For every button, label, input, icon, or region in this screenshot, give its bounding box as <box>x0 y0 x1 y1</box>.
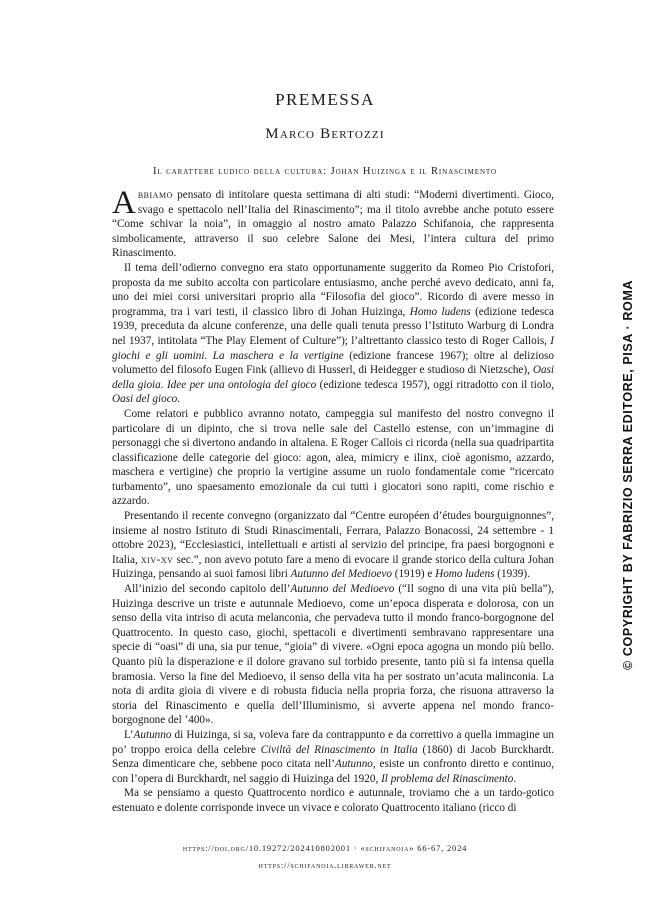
copyright-notice: © COPYRIGHT BY FABRIZIO SERRA EDITORE, PISA · ROMA <box>621 280 635 670</box>
paragraph-1: Abbiamo pensato di intitolare questa settimana di alti studi: “Moderni divertimenti. Gioco, svago e spettacolo nell’Italia del Rinascimento”; ma il titolo avrebbe anche potuto essere “Come schivar la noia”, in omaggio al nostro amato Palazzo Schifanoia, che rappresenta simbolicamente, attraverso il suo celebre Salone dei Mesi, l’intera cultura del primo Rinascimento. <box>112 185 554 260</box>
page-title: PREMESSA <box>275 90 375 109</box>
paragraph-2: Il tema dell’odierno convegno era stato opportunamente suggerito da Romeo Pio Cristofori, proposta da me subito accolta con particolare entusiasmo, anche perché avevo dedicato, anni fa, uno dei miei corsi universitari proprio alla “Filosofia del gioco”. Ricordo di avere messo in programma, tra i vari testi, il classico libro di Johan Huizinga, Homo ludens (edizione tedesca 1939, preceduta da alcune conferenze, una delle quali tenuta presso l’Istituto Warburg di Londra nel 1937, intitolata “The Play Element of Culture”); l’altrettanto classico testo di Roger Callois, I giochi e gli uomini. La maschera e la vertigine (edizione francese 1967); oltre al delizioso volumetto del filosofo Eugen Fink (allievo di Husserl, di Heidegger e studioso di Nietzsche), Oasi della gioia. Idee per una ontologia del gioco (edizione tedesca 1957), oggi ritradotto con il tiolo, Oasi del gioco. <box>112 261 555 406</box>
paragraph-7: Ma se pensiamo a questo Quattrocento nordico e autunnale, troviamo che a un tardo-gotico estenuato e dolente corrisponde invece un vivace e colorato Quattrocento italiano (ricco di <box>112 787 554 814</box>
journal-site-link[interactable]: https://schifanoia.libraweb.net <box>258 860 392 870</box>
paragraph-5: All’inizio del secondo capitolo dell’Autunno del Medioevo (“Il sogno di una vita più bella”), Huizinga descrive un triste e autunnale Medioevo, come un’epoca disperata e dolorosa, con un senso della vita intriso di acuta melanconia, che pervadeva tutto il mondo franco-borgognone del Quattrocento. In questo caso, giochi, spettacoli e divertimenti sembravano rappresentare una specie di “oasi” di una, sia pur tenue, “gioia” di vivere. «Ogni epoca agogna un mondo più bello. Quanto più la disperazione e il dolore gravano sul torbido presente, tanto più si fa intensa quella bramosia. Verso la fine del Medioevo, il senso della vita ha per sostrato un’acuta malinconia. La nota di ardita gioia di vivere e di robusta fiducia nella propria forza, che risuona attraverso la storia del Rinascimento e quella dell’Illuminismo, si avverte appena nel mondo franco-borgognone del ’400». <box>112 583 554 727</box>
lead-word: bbiamo <box>137 189 173 201</box>
body-text <box>112 185 555 816</box>
doi-link[interactable]: https://doi.org/10.19272/202410802001 · «schifanoia» 66-67, 2024 <box>182 843 468 853</box>
author-name: Marco Bertozzi <box>265 126 385 142</box>
section-heading: Il carattere ludico della cultura: Johan Huizinga e il Rinascimento <box>153 166 497 177</box>
drop-cap: A <box>112 185 136 221</box>
paragraph-6: L’Autunno di Huizinga, si sa, voleva fare da contrappunto e da correttivo a quella immagine un po’ troppo eroica della celebre Civiltà del Rinascimento in Italia (1860) di Jacob Burckhardt. Senza dimenticare che, sebbene poco citata nell’Autunno, esiste un confronto diretto e continuo, con l’opera di Burckhardt, nel saggio di Huizinga del 1920, Il problema del Rinascimento. <box>112 728 554 785</box>
paragraph-4: Presentando il recente convegno (organizzato dal “Centre européen d’études bourguignonnes”, insieme al nostro Istituto di Studi Rinascimentali, Ferrara, Palazzo Bonacossi, 24 settembre - 1 ottobre 2023), “Ecclesiastici, intellettuali e artisti al servizio del principe, fra paesi borgognoni e Italia, xiv-xv sec.”, non avevo potuto fare a meno di evocare il grande storico della cultura Johan Huizinga, pensando ai suoi famosi libri Autunno del Medioevo (1919) e Homo ludens (1939). <box>112 510 554 581</box>
paragraph-3: Come relatori e pubblico avranno notato, campeggia sul manifesto del nostro convegno il particolare di un dipinto, che si trova nelle sale del Castello estense, con un’immagine di personaggi che si divertono andando in altalena. E Roger Callois ci ricorda (nella sua quadripartita classificazione delle categorie del gioco: agon, alea, mimicry e ilinx, cioè agonismo, azzardo, maschera e vertigine) che proprio la vertigine assume un ruolo fondamentale come “ricercato turbamento”, uno spaesamento emozionale da cui tutti i giocatori sono rapiti, come rischio e azzardo. <box>112 407 554 508</box>
